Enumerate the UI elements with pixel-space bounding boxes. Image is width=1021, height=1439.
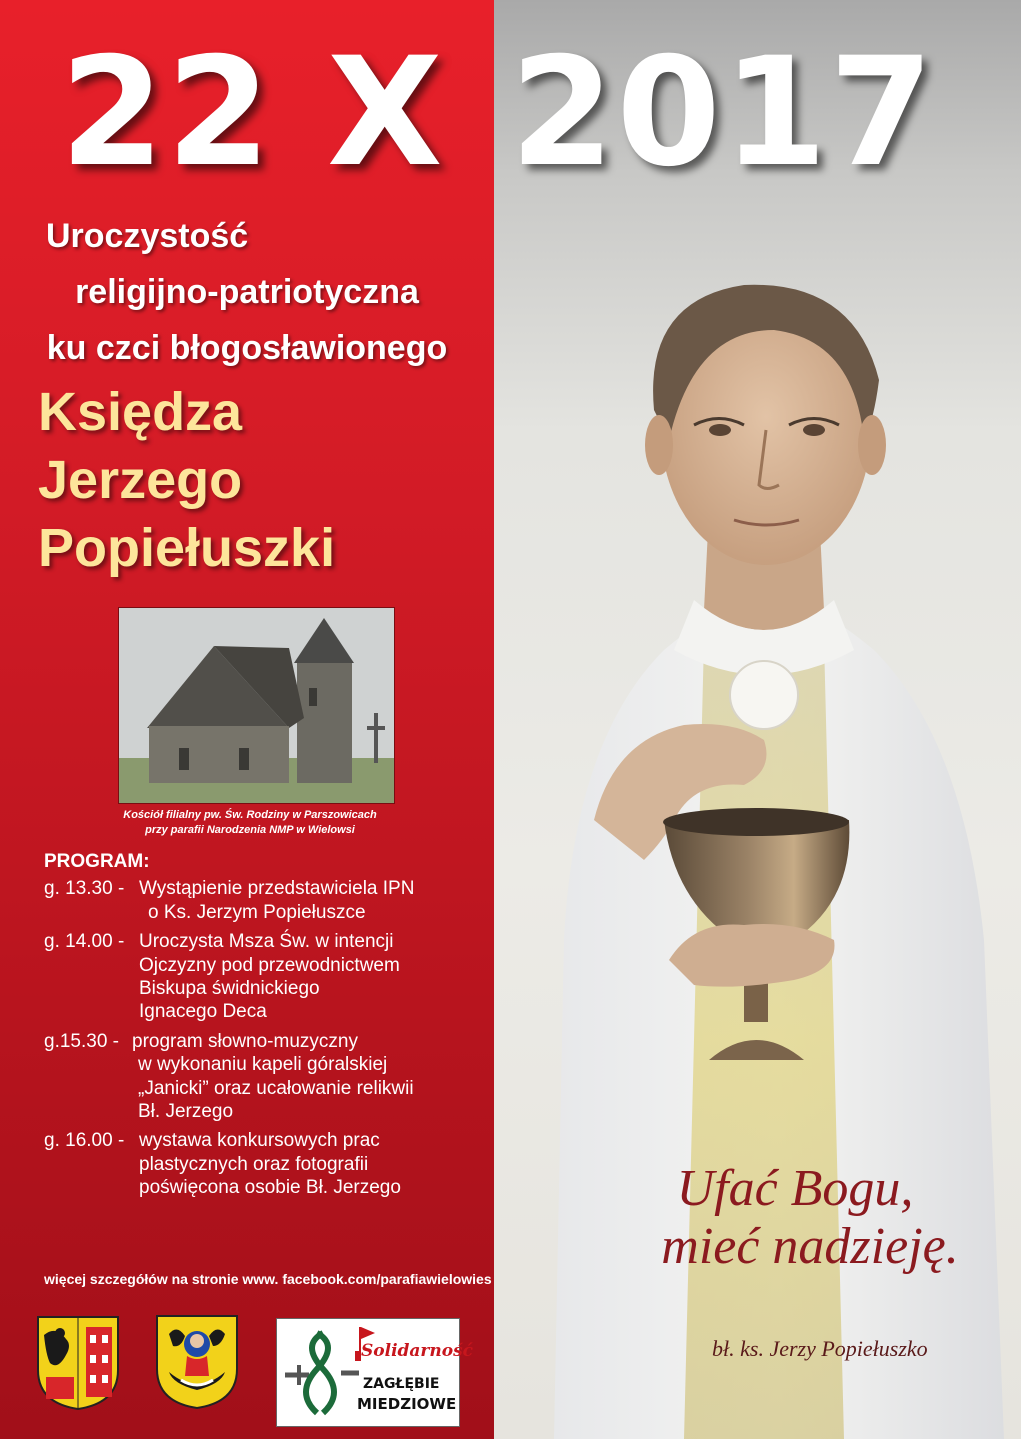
quote-attribution: bł. ks. Jerzy Popiełuszko bbox=[712, 1336, 928, 1361]
program-line: plastycznych oraz fotografii bbox=[139, 1153, 369, 1175]
event-intro bbox=[0, 208, 494, 376]
program-time: g. 13.30 - bbox=[44, 878, 125, 900]
event-date bbox=[0, 26, 1021, 200]
honoree-name bbox=[38, 378, 335, 582]
name-line-2: Jerzego bbox=[38, 450, 243, 510]
program-item bbox=[44, 877, 414, 924]
intro-line-3: ku czci błogosławionego bbox=[46, 329, 448, 367]
quote bbox=[590, 1160, 990, 1276]
program-line: Ojczyzny pod przewodnictwem bbox=[139, 954, 400, 976]
solidarnosc-wordmark: Solidarność bbox=[361, 1341, 474, 1361]
photo-caption bbox=[100, 808, 400, 838]
program-heading: PROGRAM: bbox=[44, 851, 150, 872]
quote-line-2: mieć nadzieję. bbox=[661, 1218, 959, 1275]
church-photo bbox=[118, 607, 395, 804]
caption-line-1: Kościół filialny pw. Św. Rodziny w Parszowicach bbox=[123, 809, 377, 821]
date-day-month: 22 X bbox=[60, 26, 445, 200]
program-line: Bł. Jerzego bbox=[138, 1101, 234, 1123]
caption-line-2: przy parafii Narodzenia NMP w Wielowsi bbox=[145, 824, 355, 836]
program-line: o Ks. Jerzym Popiełuszce bbox=[148, 901, 366, 923]
program-line: wystawa konkursowych prac bbox=[139, 1130, 380, 1152]
quote-line-1: Ufać Bogu, bbox=[676, 1160, 914, 1217]
date-year: 2017 bbox=[510, 26, 936, 200]
name-line-3: Popiełuszki bbox=[38, 518, 336, 578]
intro-line-1: Uroczystość bbox=[46, 217, 249, 255]
more-info-link: więcej szczegółów na stronie www. facebook.com/parafiawielowies bbox=[44, 1271, 492, 1287]
program-line: w wykonaniu kapeli góralskiej bbox=[138, 1054, 388, 1076]
program-item bbox=[44, 930, 414, 1024]
region-line-1: ZAGŁĘBIE bbox=[363, 1376, 440, 1392]
program-time: g. 16.00 - bbox=[44, 1130, 125, 1152]
program-line: Ignacego Deca bbox=[139, 1001, 267, 1023]
program-line: program słowno-muzyczny bbox=[132, 1030, 358, 1052]
solidarnosc-logo bbox=[276, 1318, 474, 1427]
program-line: poświęcona osobie Bł. Jerzego bbox=[139, 1177, 401, 1199]
program-line: Wystąpienie przedstawiciela IPN bbox=[139, 878, 415, 900]
program-time: g.15.30 - bbox=[44, 1030, 119, 1052]
name-line-1: Księdza bbox=[38, 382, 243, 442]
municipality-crest-2 bbox=[155, 1314, 239, 1410]
intro-line-2: religijno-patriotyczna bbox=[75, 273, 419, 311]
region-line-2: MIEDZIOWE bbox=[357, 1395, 457, 1413]
program-line: Biskupa świdnickiego bbox=[139, 978, 320, 1000]
program-line: Uroczysta Msza Św. w intencji bbox=[139, 931, 394, 953]
program-item bbox=[44, 1030, 414, 1124]
program-list bbox=[44, 850, 414, 1206]
program-item bbox=[44, 1129, 414, 1199]
municipality-crest-1 bbox=[36, 1315, 120, 1411]
program-time: g. 14.00 - bbox=[44, 931, 125, 953]
program-line: „Janicki” oraz ucałowanie relikwii bbox=[138, 1077, 414, 1099]
